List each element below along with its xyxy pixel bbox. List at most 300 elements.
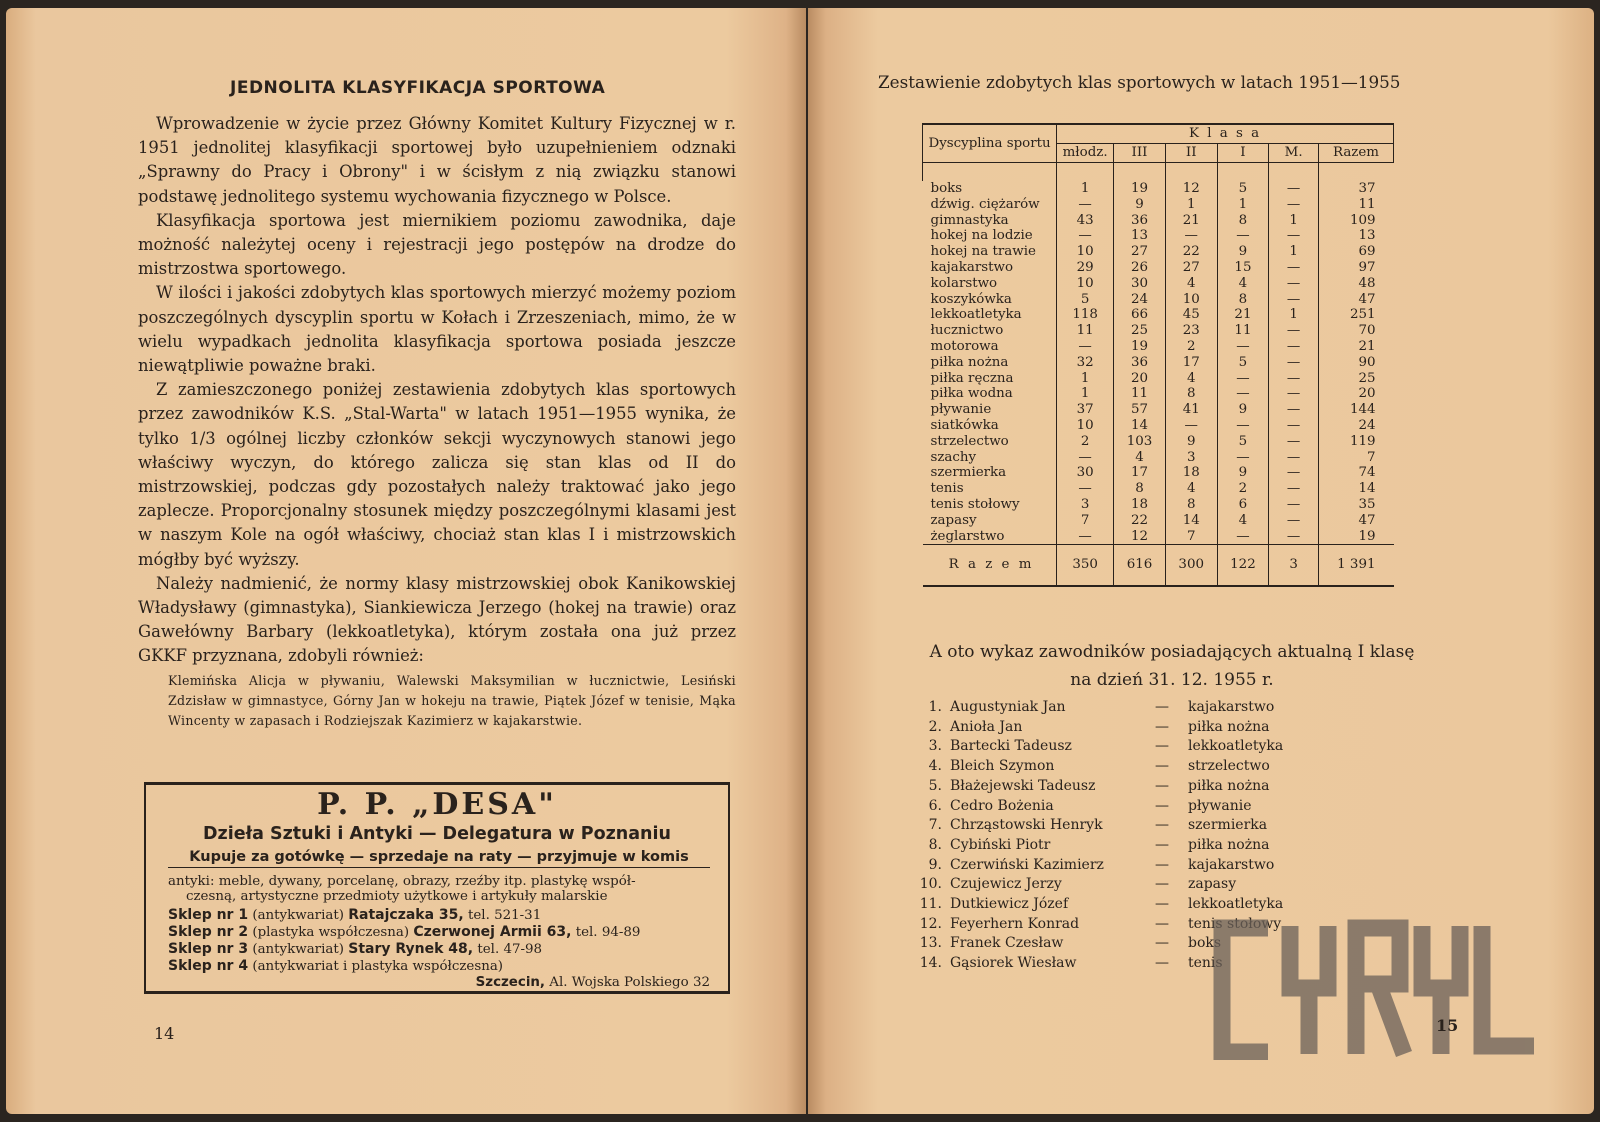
value-cell: 118	[1057, 307, 1114, 323]
discipline-cell: dźwig. ciężarów	[923, 197, 1057, 213]
value-cell: 11	[1057, 323, 1114, 339]
discipline-cell: kajakarstwo	[923, 260, 1057, 276]
table-row	[923, 497, 1394, 513]
list-item	[912, 895, 1283, 915]
list-number: 1.	[928, 699, 942, 715]
table-row	[923, 513, 1394, 529]
col-header-discipline: Dyscyplina sportu	[923, 124, 1057, 163]
spacer-cell	[1114, 163, 1166, 182]
value-cell: 69	[1358, 244, 1376, 260]
total-row	[923, 545, 1394, 587]
value-cell: 4	[1165, 371, 1217, 387]
value-cell: 37	[1057, 402, 1114, 418]
table-title: Zestawienie zdobytych klas sportowych w latach 1951—1955	[878, 72, 1401, 92]
value-cell: 90	[1358, 354, 1376, 370]
list-number: 12.	[919, 915, 942, 932]
value-cell: 22	[1114, 513, 1166, 529]
list-number: 9.	[928, 856, 942, 873]
shop-address: Stary Rynek 48,	[348, 941, 474, 957]
athlete-discipline: kajakarstwo	[1188, 856, 1275, 873]
value-cell: 10	[1057, 276, 1114, 292]
value-cell: 19	[1358, 528, 1376, 544]
value-cell: —	[1269, 323, 1319, 339]
value-cell: 21	[1358, 338, 1376, 354]
value-cell: 9	[1114, 197, 1166, 213]
value-cell: 1	[1165, 197, 1217, 213]
value-cell: 1	[1057, 181, 1114, 197]
value-cell: 1	[1269, 307, 1319, 323]
value-cell: 9	[1217, 244, 1269, 260]
list-dash: —	[1155, 797, 1169, 814]
ad-city-address	[146, 975, 710, 991]
value-cell: 9	[1217, 402, 1269, 418]
discipline-cell: tenis stołowy	[923, 497, 1057, 513]
list-number: 14.	[919, 955, 942, 972]
paragraph: W ilości i jakości zdobytych klas sportowych mierzyć możemy poziom poszczególnych dyscyplin sportu w Kołach i Zrzeszeniach, mimo, że w wielu wypadkach jednolita klasyfikacja sportowa posiada jeszcze niewątpliwie poważne braki.	[138, 283, 736, 376]
total-label: R a z e m	[923, 545, 1057, 587]
list-item	[912, 797, 1283, 817]
athlete-name: Błażejewski Tadeusz	[950, 777, 1096, 794]
value-cell: 24	[1114, 292, 1166, 308]
value-cell: 70	[1358, 323, 1376, 339]
desa-advertisement	[144, 782, 730, 994]
value-cell: 14	[1358, 481, 1376, 497]
value-cell: 18	[1114, 497, 1166, 513]
ad-description	[168, 874, 712, 904]
table-row	[923, 292, 1394, 308]
ad-description-line: czesną, artystyczne przedmioty użytkowe i artykuły malarskie	[186, 889, 608, 904]
athlete-name: Franek Czesław	[950, 935, 1064, 952]
value-cell: 5	[1217, 181, 1269, 197]
value-cell: —	[1057, 228, 1114, 244]
list-number: 4.	[928, 758, 942, 775]
total-cell: 3	[1269, 545, 1319, 587]
value-cell: 15	[1217, 260, 1269, 276]
value-cell: 3	[1057, 497, 1114, 513]
discipline-cell: boks	[923, 181, 1057, 197]
athlete-discipline: tenis	[1188, 955, 1223, 972]
shop-entry	[168, 924, 728, 941]
value-cell: —	[1217, 529, 1269, 545]
value-cell: —	[1057, 339, 1114, 355]
value-cell: 25	[1358, 370, 1376, 386]
value-cell: 11	[1114, 386, 1166, 402]
value-cell: 9	[1165, 434, 1217, 450]
value-cell: 1	[1269, 213, 1319, 229]
athlete-name: Anioła Jan	[950, 718, 1023, 735]
athlete-discipline: boks	[1188, 935, 1222, 952]
value-cell: 21	[1217, 307, 1269, 323]
spacer-cell	[1269, 163, 1319, 182]
table-row	[923, 228, 1394, 244]
table-row	[923, 181, 1394, 197]
athlete-name: Augustyniak Jan	[950, 699, 1066, 715]
article-body	[138, 112, 736, 731]
list-number: 6.	[928, 797, 942, 814]
value-cell: —	[1269, 450, 1319, 466]
value-cell: 19	[1114, 339, 1166, 355]
discipline-cell: piłka nożna	[923, 355, 1057, 371]
value-cell: 1	[1057, 371, 1114, 387]
value-cell: 41	[1165, 402, 1217, 418]
value-cell: 57	[1114, 402, 1166, 418]
col-header: I	[1217, 144, 1269, 163]
athlete-discipline: zapasy	[1188, 876, 1237, 893]
shop-label: Sklep nr 4	[168, 958, 249, 974]
value-cell: 7	[1366, 449, 1376, 465]
value-cell: —	[1269, 402, 1319, 418]
value-cell: 30	[1057, 465, 1114, 481]
table-row	[923, 213, 1394, 229]
athletes-list-heading	[882, 638, 1462, 694]
table-row	[923, 481, 1394, 497]
list-dash: —	[1155, 896, 1169, 913]
ad-tagline: Kupuje za gotówkę — sprzedaje na raty — przyjmuje w komis	[168, 847, 710, 868]
value-cell: 1	[1057, 386, 1114, 402]
value-cell: —	[1057, 197, 1114, 213]
table-row	[923, 386, 1394, 402]
list-item	[912, 757, 1283, 777]
value-cell: 30	[1114, 276, 1166, 292]
shop-label: Sklep nr 3	[168, 941, 249, 957]
list-item	[912, 737, 1283, 757]
sports-classes-table	[922, 123, 1394, 587]
list-number: 7.	[928, 817, 942, 834]
value-cell: —	[1269, 276, 1319, 292]
athlete-name: Czujewicz Jerzy	[950, 876, 1062, 893]
table-row	[923, 323, 1394, 339]
shop-type: (antykwariat)	[252, 908, 344, 923]
athlete-name: Feyerhern Konrad	[950, 915, 1080, 932]
list-number: 5.	[928, 777, 942, 794]
value-cell: —	[1165, 418, 1217, 434]
shop-phone: tel. 521-31	[468, 908, 542, 923]
total-cell: 300	[1165, 545, 1217, 587]
value-cell: 4	[1114, 450, 1166, 466]
value-cell: —	[1057, 450, 1114, 466]
spacer-cell	[923, 163, 1057, 182]
value-cell: 48	[1358, 275, 1376, 291]
value-cell: 29	[1057, 260, 1114, 276]
value-cell: 4	[1217, 513, 1269, 529]
table-row	[923, 434, 1394, 450]
value-cell: 109	[1349, 212, 1376, 228]
athlete-discipline: szermierka	[1188, 817, 1268, 834]
value-cell: 2	[1217, 481, 1269, 497]
list-item	[912, 698, 1283, 718]
value-cell: —	[1217, 386, 1269, 402]
value-cell: 20	[1114, 371, 1166, 387]
athlete-name: Czerwiński Kazimierz	[950, 856, 1104, 873]
list-item	[912, 875, 1283, 895]
page-number-left: 14	[154, 1024, 175, 1043]
athlete-discipline: kajakarstwo	[1188, 699, 1275, 715]
value-cell: 11	[1358, 196, 1376, 212]
list-dash: —	[1155, 856, 1169, 873]
total-cell: 616	[1114, 545, 1166, 587]
value-cell: 8	[1165, 497, 1217, 513]
discipline-cell: zapasy	[923, 513, 1057, 529]
table-row	[923, 529, 1394, 545]
list-dash: —	[1155, 718, 1169, 735]
total-cell: 1 391	[1318, 545, 1393, 587]
spacer-cell	[1217, 163, 1269, 182]
value-cell: —	[1217, 339, 1269, 355]
value-cell: 8	[1217, 292, 1269, 308]
col-header: II	[1165, 144, 1217, 163]
value-cell: 119	[1349, 433, 1376, 449]
list-dash: —	[1155, 699, 1169, 715]
table-row	[923, 276, 1394, 292]
value-cell: 21	[1165, 213, 1217, 229]
cyryl-watermark-logo	[1210, 918, 1540, 1060]
paragraph: Należy nadmienić, że normy klasy mistrzowskiej obok Kanikowskiej Władysławy (gimnastyka), Siankiewicza Jerzego (hokej na trawie) oraz Gawełówny Barbary (lekkoatletyka), którym została ona już przez GKKF przyznana, zdobyli również:	[138, 573, 736, 666]
shop-address: Ratajczaka 35,	[348, 907, 464, 923]
shop-address: Czerwonej Armii 63,	[413, 924, 572, 940]
list-dash: —	[1155, 915, 1169, 932]
athlete-discipline: piłka nożna	[1188, 718, 1270, 735]
value-cell: —	[1217, 450, 1269, 466]
value-cell: 23	[1165, 323, 1217, 339]
value-cell: 8	[1114, 481, 1166, 497]
athlete-discipline: strzelectwo	[1188, 758, 1270, 775]
left-page	[6, 8, 806, 1114]
table-row	[923, 450, 1394, 466]
table-body	[923, 163, 1394, 545]
value-cell: —	[1269, 513, 1319, 529]
value-cell: —	[1269, 465, 1319, 481]
page-number-right: 15	[1436, 1016, 1459, 1035]
value-cell: 43	[1057, 213, 1114, 229]
table-spacer-row	[923, 163, 1394, 182]
heading-line: A oto wykaz zawodników posiadających aktualną I klasę	[929, 642, 1415, 662]
ad-city: Szczecin,	[475, 975, 546, 990]
shop-phone: tel. 47-98	[477, 942, 543, 957]
value-cell: —	[1217, 228, 1269, 244]
ad-subtitle: Dzieła Sztuki i Antyki — Delegatura w Poznaniu	[203, 824, 671, 844]
table-row	[923, 307, 1394, 323]
value-cell: —	[1217, 371, 1269, 387]
table-row	[923, 418, 1394, 434]
discipline-cell: motorowa	[923, 339, 1057, 355]
list-dash: —	[1155, 758, 1169, 775]
value-cell: 17	[1165, 355, 1217, 371]
value-cell: —	[1269, 481, 1319, 497]
athlete-discipline: piłka nożna	[1188, 777, 1270, 794]
value-cell: 3	[1165, 450, 1217, 466]
value-cell: —	[1269, 292, 1319, 308]
value-cell: 9	[1217, 465, 1269, 481]
table-row	[923, 244, 1394, 260]
value-cell: —	[1165, 228, 1217, 244]
value-cell: 4	[1165, 276, 1217, 292]
value-cell: 7	[1057, 513, 1114, 529]
value-cell: 36	[1114, 213, 1166, 229]
value-cell: 1	[1217, 197, 1269, 213]
ad-street: Al. Wojska Polskiego 32	[549, 975, 710, 990]
value-cell: 12	[1165, 181, 1217, 197]
value-cell: 47	[1358, 512, 1376, 528]
shop-entry	[168, 907, 728, 924]
value-cell: 14	[1165, 513, 1217, 529]
spacer-cell	[1057, 163, 1114, 182]
value-cell: 27	[1165, 260, 1217, 276]
value-cell: 5	[1217, 355, 1269, 371]
discipline-cell: siatkówka	[923, 418, 1057, 434]
value-cell: 19	[1114, 181, 1166, 197]
table-row	[923, 371, 1394, 387]
discipline-cell: łucznictwo	[923, 323, 1057, 339]
athlete-discipline: lekkoatletyka	[1188, 738, 1284, 755]
list-number: 13.	[919, 935, 942, 952]
value-cell: —	[1057, 481, 1114, 497]
value-cell: —	[1269, 339, 1319, 355]
list-dash: —	[1155, 817, 1169, 834]
col-group-header: K l a s a	[1057, 124, 1394, 144]
value-cell: 22	[1165, 244, 1217, 260]
list-number: 11.	[919, 896, 942, 913]
shop-entry	[168, 958, 728, 975]
shop-entry	[168, 941, 728, 958]
value-cell: —	[1269, 371, 1319, 387]
value-cell: —	[1269, 529, 1319, 545]
value-cell: 26	[1114, 260, 1166, 276]
value-cell: 2	[1165, 339, 1217, 355]
paragraph: Z zamieszczonego poniżej zestawienia zdobytych klas sportowych przez zawodników K.S. „Stal-Warta" w latach 1951—1955 wynika, że tylko 1/3 ogólnej liczby członków sekcji wyczynowych stanowi jego właściwy wyczyn, do którego zalicza się stan klas od II do mistrzowskiej, podczas gdy pozostałych należy traktować jako jego zaplecze. Proporcjonalny stosunek między poszczególnymi klasami jest w naszym Kole na ogół właściwy, chociaż stan klas I i mistrzowskich mógłby być wyższy.	[138, 380, 736, 569]
value-cell: 10	[1165, 292, 1217, 308]
value-cell: —	[1269, 260, 1319, 276]
value-cell: 8	[1165, 386, 1217, 402]
value-cell: 5	[1217, 434, 1269, 450]
value-cell: 10	[1057, 244, 1114, 260]
athlete-name: Cedro Bożenia	[950, 797, 1054, 814]
col-header: M.	[1269, 144, 1319, 163]
athlete-discipline: lekkoatletyka	[1188, 896, 1284, 913]
shop-type: (antykwariat)	[252, 942, 344, 957]
discipline-cell: gimnastyka	[923, 213, 1057, 229]
value-cell: 74	[1358, 465, 1376, 481]
discipline-cell: kolarstwo	[923, 276, 1057, 292]
col-header: Razem	[1318, 144, 1393, 163]
value-cell: 10	[1057, 418, 1114, 434]
athlete-name: Bartecki Tadeusz	[950, 738, 1072, 755]
value-cell: 36	[1114, 355, 1166, 371]
value-cell: 14	[1114, 418, 1166, 434]
discipline-cell: szermierka	[923, 465, 1057, 481]
value-cell: —	[1269, 181, 1319, 197]
value-cell: —	[1269, 386, 1319, 402]
discipline-cell: szachy	[923, 450, 1057, 466]
athlete-name: Chrząstowski Henryk	[950, 817, 1103, 834]
value-cell: —	[1269, 228, 1319, 244]
value-cell: 37	[1358, 181, 1376, 196]
list-item	[912, 777, 1283, 797]
ad-description-line: antyki: meble, dywany, porcelanę, obrazy, rzeźby itp. plastykę współ-	[168, 874, 636, 889]
spacer-cell	[1165, 163, 1217, 182]
list-dash: —	[1155, 738, 1169, 755]
discipline-cell: żeglarstwo	[923, 529, 1057, 545]
list-number: 8.	[928, 836, 942, 853]
paragraph: Wprowadzenie w życie przez Główny Komitet Kultury Fizycznej w r. 1951 jednolitej klasyfikacji sportowej było uzupełnieniem odznaki „Sprawny do Pracy i Obrony" i w ścisłym z nią związku stanowi podstawę jednolitego systemu wychowania fizycznego w Polsce.	[138, 114, 736, 206]
value-cell: 6	[1217, 497, 1269, 513]
value-cell: 5	[1057, 292, 1114, 308]
list-dash: —	[1155, 935, 1169, 952]
value-cell: 13	[1114, 228, 1166, 244]
ad-title: P. P. „DESA"	[317, 787, 557, 822]
heading-line: na dzień 31. 12. 1955 r.	[1070, 670, 1274, 690]
athlete-discipline: piłka nożna	[1188, 836, 1270, 853]
table-row	[923, 465, 1394, 481]
discipline-cell: hokej na trawie	[923, 244, 1057, 260]
value-cell: 251	[1349, 307, 1376, 323]
shop-type: (plastyka współczesna)	[252, 925, 410, 940]
value-cell: 25	[1114, 323, 1166, 339]
athlete-discipline: tenis stołowy	[1188, 915, 1282, 932]
discipline-cell: tenis	[923, 481, 1057, 497]
list-number: 10.	[919, 876, 942, 893]
list-number: 3.	[928, 738, 942, 755]
athlete-name: Cybiński Piotr	[950, 836, 1051, 853]
discipline-cell: pływanie	[923, 402, 1057, 418]
value-cell: —	[1217, 418, 1269, 434]
value-cell: 35	[1358, 496, 1376, 512]
athlete-name: Bleich Szymon	[950, 758, 1055, 775]
list-number: 2.	[928, 718, 942, 735]
discipline-cell: strzelectwo	[923, 434, 1057, 450]
value-cell: —	[1269, 197, 1319, 213]
table-row	[923, 260, 1394, 276]
list-dash: —	[1155, 777, 1169, 794]
value-cell: 13	[1358, 228, 1376, 244]
spacer-cell	[1318, 163, 1393, 182]
shop-label: Sklep nr 2	[168, 924, 249, 940]
page-title: JEDNOLITA KLASYFIKACJA SPORTOWA	[230, 78, 606, 98]
value-cell: 24	[1358, 417, 1376, 433]
discipline-cell: koszykówka	[923, 292, 1057, 308]
shop-type: (antykwariat i plastyka współczesna)	[252, 959, 504, 974]
total-cell: 350	[1057, 545, 1114, 587]
value-cell: 4	[1165, 481, 1217, 497]
col-header: III	[1114, 144, 1166, 163]
value-cell: 18	[1165, 465, 1217, 481]
value-cell: 144	[1349, 402, 1376, 418]
discipline-cell: lekkoatletyka	[923, 307, 1057, 323]
total-cell: 122	[1217, 545, 1269, 587]
table-row	[923, 355, 1394, 371]
value-cell: —	[1269, 355, 1319, 371]
col-header: młodz.	[1057, 144, 1114, 163]
athletes-note: Klemińska Alicja w pływaniu, Walewski Maksymilian w łucznictwie, Lesiński Zdzisław w gimnastyce, Górny Jan w hokeju na trawie, Piątek Józef w tenisie, Mąka Wincenty w zapasach i Rodziejszak Kazimierz w kajakarstwie.	[168, 672, 736, 728]
table-row	[923, 402, 1394, 418]
list-item	[912, 856, 1283, 876]
discipline-cell: piłka ręczna	[923, 371, 1057, 387]
table-row	[923, 197, 1394, 213]
shop-phone: tel. 94-89	[575, 925, 641, 940]
value-cell: 11	[1217, 323, 1269, 339]
value-cell: 17	[1114, 465, 1166, 481]
discipline-cell: piłka wodna	[923, 386, 1057, 402]
value-cell: 12	[1114, 529, 1166, 545]
value-cell: 66	[1114, 307, 1166, 323]
value-cell: 103	[1114, 434, 1166, 450]
value-cell: 27	[1114, 244, 1166, 260]
value-cell: —	[1269, 497, 1319, 513]
athlete-discipline: pływanie	[1188, 797, 1252, 814]
list-dash: —	[1155, 836, 1169, 853]
value-cell: 20	[1358, 386, 1376, 402]
value-cell: 1	[1269, 244, 1319, 260]
value-cell: —	[1269, 418, 1319, 434]
